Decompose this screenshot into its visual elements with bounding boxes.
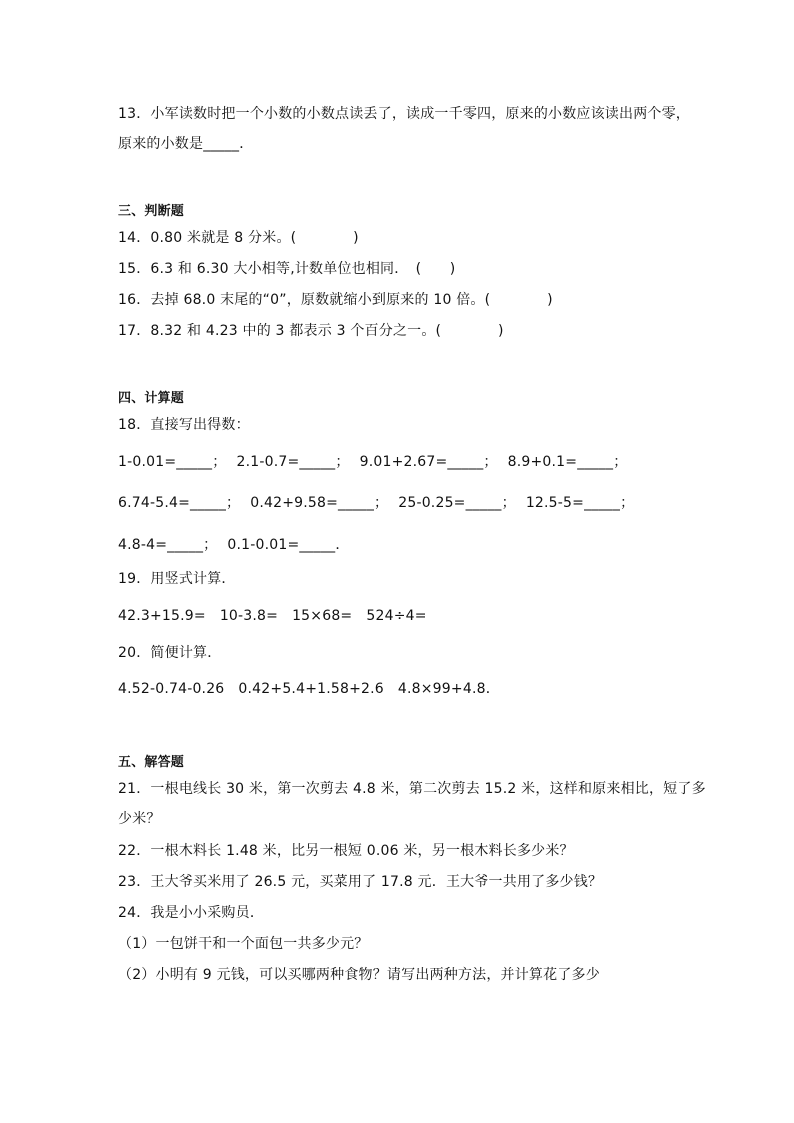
question-18-row-3 — [118, 535, 360, 555]
calc-item: 2.1-0.7=_____； — [236, 454, 350, 470]
calc-item: 0.42+9.58=_____； — [250, 495, 389, 511]
question-23: 23．王大爷买米用了 26.5 元，买菜用了 17.8 元．王大爷一共用了多少钱？ — [118, 874, 603, 890]
question-24-sub-2: （2）小明有 9 元钱，可以买哪两种食物？请写出两种方法，并计算花了多少 — [118, 967, 600, 983]
question-21-line-1: 21．一根电线长 30 米，第一次剪去 4.8 米，第二次剪去 15.2 米，这样和原来相比，短了多 — [118, 781, 706, 797]
question-24-title: 24．我是小小采购员． — [118, 905, 265, 921]
calc-item: 6.74-5.4=_____； — [118, 495, 241, 511]
question-19-items — [118, 606, 437, 626]
calc-item: 4.8×99+4.8． — [397, 681, 500, 697]
calc-item: 0.42+5.4+1.58+2.6 — [238, 681, 384, 697]
question-15: 15．6.3 和 6.30 大小相等,计数单位也相同． ( ) — [118, 261, 456, 277]
calc-item: 4.52-0.74-0.26 — [118, 681, 225, 697]
calc-item: 0.1-0.01=_____． — [227, 537, 350, 553]
question-13-line-1: 13．小军读数时把一个小数的小数点读丢了，读成一千零四，原来的小数应该读出两个零， — [118, 106, 691, 122]
calc-item: 15×68= — [292, 608, 353, 624]
question-20-items — [118, 679, 510, 699]
question-21-line-2: 少米？ — [118, 811, 161, 827]
calc-item: 8.9+0.1=_____； — [507, 454, 628, 470]
question-18-row-2 — [118, 493, 644, 513]
calc-item: 10-3.8= — [219, 608, 279, 624]
calc-item: 1-0.01=_____； — [118, 454, 227, 470]
question-18-row-1 — [118, 452, 637, 472]
calc-item: 42.3+15.9= — [118, 608, 206, 624]
question-16: 16．去掉 68.0 末尾的“0”，原数就缩小到原来的 10 倍。( ) — [118, 292, 553, 308]
calc-item: 524÷4= — [366, 608, 427, 624]
calc-item: 4.8-4=_____； — [118, 537, 218, 553]
question-19-title: 19．用竖式计算． — [118, 571, 236, 587]
section-4-heading: 四、计算题 — [118, 391, 185, 406]
question-20-title: 20．简便计算． — [118, 645, 222, 661]
question-14: 14．0.80 米就是 8 分米。( ) — [118, 230, 359, 246]
question-13-line-2: 原来的小数是_____． — [118, 136, 254, 152]
question-17: 17．8.32 和 4.23 中的 3 都表示 3 个百分之一。( ) — [118, 323, 504, 339]
calc-item: 12.5-5=_____； — [525, 495, 635, 511]
section-5-heading: 五、解答题 — [118, 755, 185, 770]
section-3-heading: 三、判断题 — [118, 204, 185, 219]
question-18-title: 18．直接写出得数： — [118, 417, 250, 433]
calc-item: 9.01+2.67=_____； — [359, 454, 498, 470]
question-24-sub-1: （1）一包饼干和一个面包一共多少元？ — [118, 936, 369, 952]
calc-item: 25-0.25=_____； — [398, 495, 516, 511]
question-22: 22．一根木料长 1.48 米，比另一根短 0.06 米，另一根木料长多少米？ — [118, 843, 574, 859]
